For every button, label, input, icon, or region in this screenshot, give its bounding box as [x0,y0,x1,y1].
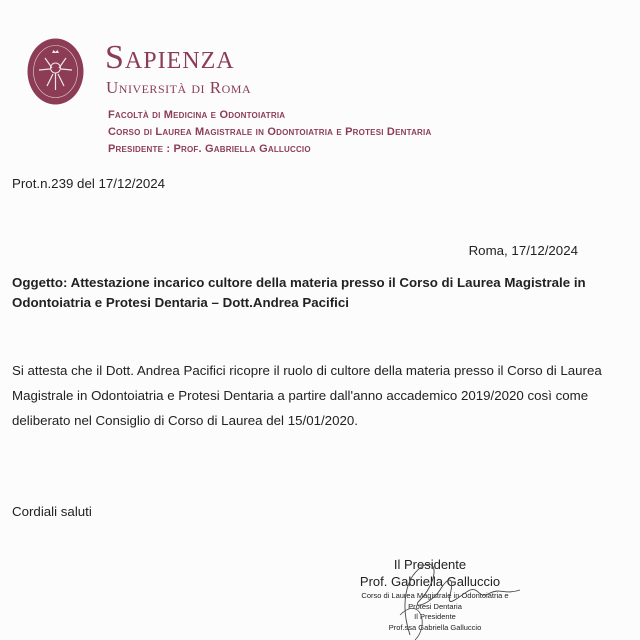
place-date: Roma, 17/12/2024 [468,243,578,258]
handwritten-signature [370,555,530,640]
subject-line: Odontoiatria e Protesi Dentaria – Dott.Andrea Pacifici [12,295,349,310]
body-paragraph [12,358,602,433]
body-line: Magistrale in Odontoiatria e Protesi Dentaria a partire dall'anno accademico 2019/2020 così come [12,388,589,403]
subject [12,273,586,313]
stamp-line: Protesi Dentaria [408,601,462,611]
closing: Cordiali saluti [12,504,92,519]
stamp-line: Corso di Laurea Magistrale in Odontoiatria e [361,591,509,600]
faculty-name: Facoltà di Medicina e Odontoiatria [108,109,286,121]
signature-name: Prof. Gabriella Galluccio [359,574,501,589]
subject-line: Oggetto: Attestazione incarico cultore della materia presso il Corso di Laurea Magistrale in [12,275,586,290]
body-line: deliberato nel Consiglio di Corso di Laurea del 15/01/2020. [12,413,358,428]
course-name: Corso di Laurea Magistrale in Odontoiatria e Protesi Dentaria [108,126,432,138]
university-brand: Sapienza [105,39,235,76]
university-name: Università di Roma [106,78,252,97]
stamp-line: Prof.ssa Gabriella Galluccio [388,622,482,632]
protocol-number: Prot.n.239 del 17/12/2024 [12,176,166,191]
body-line: Si attesta che il Dott. Andrea Pacifici ricopre il ruolo di cultore della materia presso il Corso di Laurea [12,363,602,378]
stamp-line: Il Presidente [414,612,456,621]
president-header: Presidente : Prof. Gabriella Galluccio [108,143,311,155]
signature-title: Il Presidente [393,557,467,572]
sapienza-seal-logo [27,38,84,105]
